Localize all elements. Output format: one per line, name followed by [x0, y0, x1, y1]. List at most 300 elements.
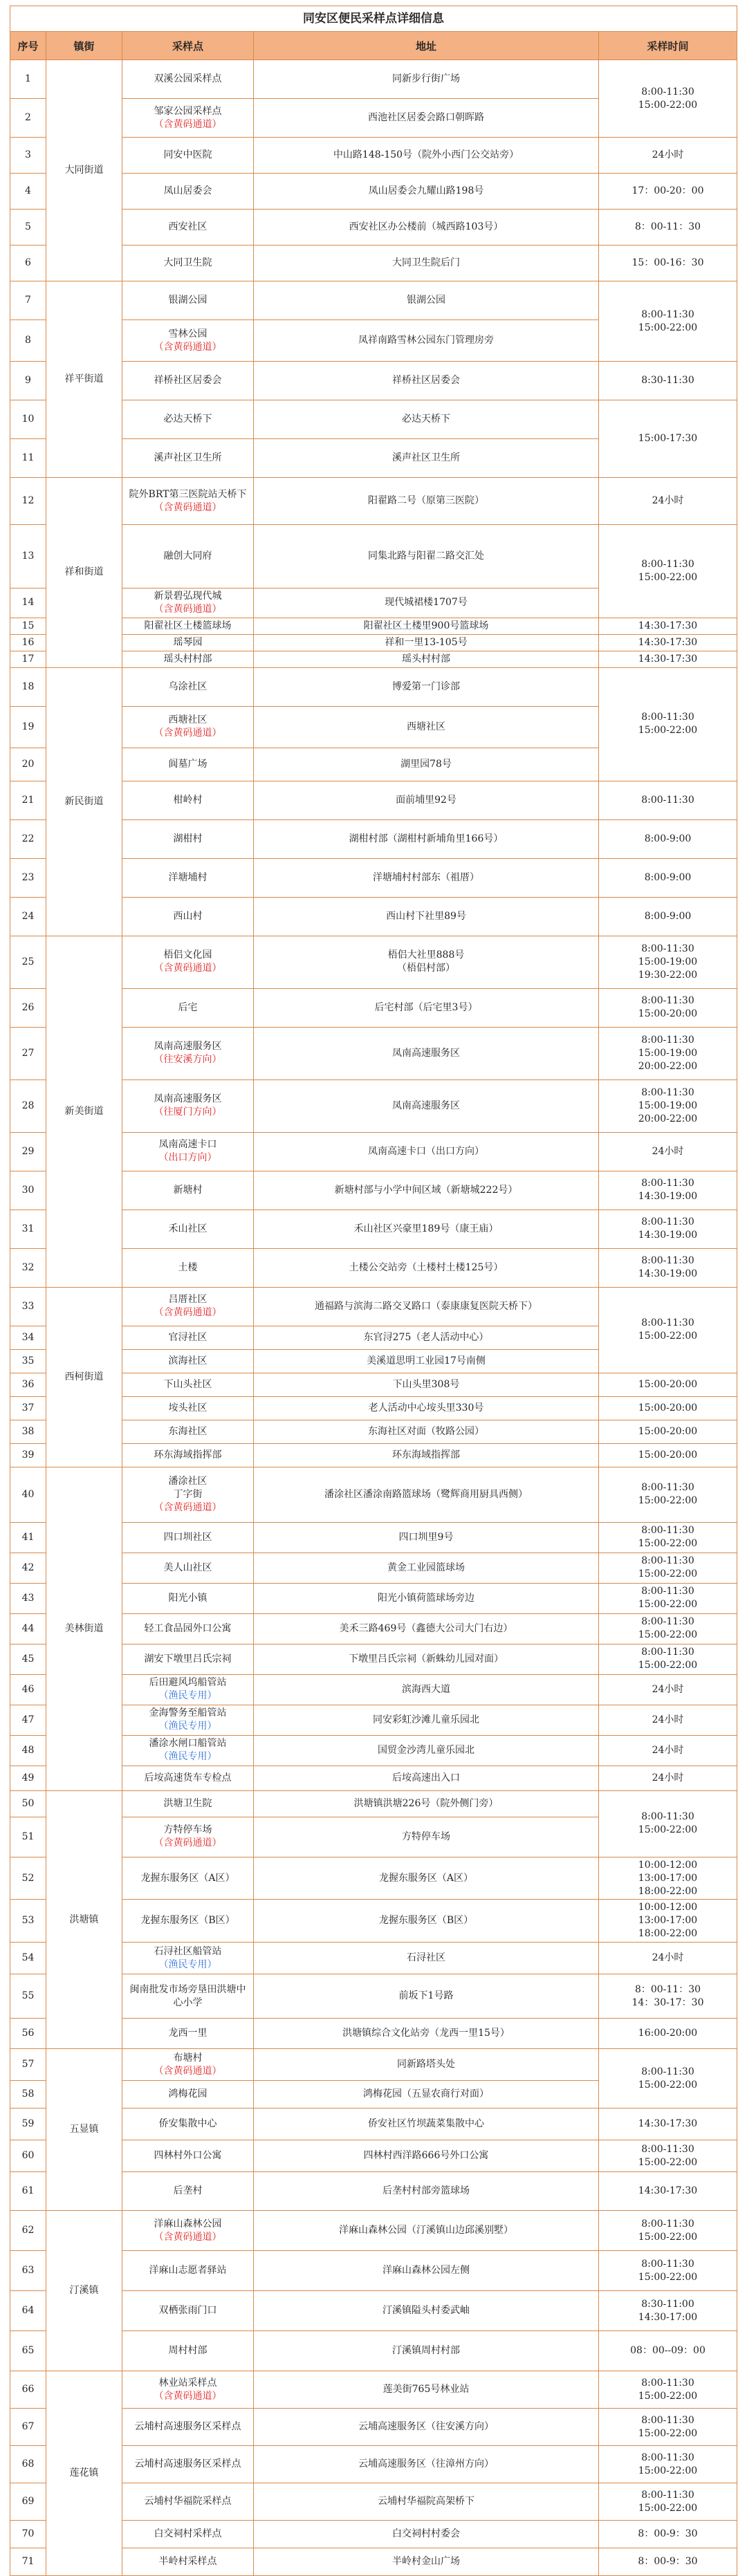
- yellow-code-note: （含黄码通道）: [154, 1501, 222, 1513]
- row-site: 凤山居委会: [122, 174, 254, 210]
- row-town: 祥和街道: [46, 478, 122, 668]
- row-index: 15: [10, 618, 46, 634]
- row-index: 35: [10, 1349, 46, 1373]
- row-address: 鸿梅花园（五显农商行对面）: [254, 2081, 599, 2109]
- row-site: 新景碧弘现代城 （含黄码通道）: [122, 589, 254, 618]
- row-site: 湖安下墩里吕氏宗祠: [122, 1644, 254, 1674]
- row-site: 银湖公园: [122, 281, 254, 320]
- row-time: 24小时: [599, 478, 737, 525]
- row-index: 28: [10, 1079, 46, 1132]
- row-address: 梧侣大社里888号 （梧侣村部）: [254, 936, 599, 988]
- row-time: 8：00-9：30: [599, 2548, 737, 2576]
- table-row: [10, 2371, 737, 2409]
- row-time: 8:00-11:30 15:00-22:00: [599, 1287, 737, 1373]
- row-time: 8:00-11:30 15:00-22:00: [599, 2483, 737, 2521]
- row-index: 34: [10, 1326, 46, 1349]
- row-address: 下山头里308号: [254, 1373, 599, 1396]
- row-site: 阳翟社区土楼篮球场: [122, 618, 254, 634]
- row-time: 15:00-20:00: [599, 1373, 737, 1396]
- row-index: 65: [10, 2331, 46, 2371]
- row-address: 祥和一里13-105号: [254, 634, 599, 651]
- table-row: [10, 936, 737, 988]
- row-address: 四口圳里9号: [254, 1522, 599, 1553]
- row-index: 67: [10, 2409, 46, 2446]
- sampling-site-table: [10, 31, 737, 2576]
- yellow-code-note: （含黄码通道）: [154, 963, 222, 974]
- table-row: [10, 1467, 737, 1522]
- row-address: 云埔高速服务区（往漳州方向）: [254, 2446, 599, 2483]
- row-address: 凤南高速服务区: [254, 1027, 599, 1079]
- row-index: 43: [10, 1583, 46, 1613]
- row-site: 乌涂社区: [122, 667, 254, 706]
- row-site: 凤南高速服务区 （往厦门方向）: [122, 1079, 254, 1132]
- row-index: 32: [10, 1248, 46, 1287]
- table-title: 同安区便民采样点详细信息: [10, 6, 737, 31]
- row-time: 24小时: [599, 1705, 737, 1735]
- row-address: 凤南高速卡口（出口方向）: [254, 1132, 599, 1171]
- row-site: 梧侣文化园 （含黄码通道）: [122, 936, 254, 988]
- row-index: 24: [10, 897, 46, 936]
- row-index: 33: [10, 1287, 46, 1326]
- row-index: 21: [10, 781, 46, 819]
- row-index: 58: [10, 2081, 46, 2109]
- row-address: 瑶头村村部: [254, 651, 599, 667]
- row-time: 10:00-12:00 13:00-17:00 18:00-22:00: [599, 1857, 737, 1900]
- row-index: 3: [10, 138, 46, 174]
- row-time: 15:00-20:00: [599, 1396, 737, 1420]
- row-time: 24小时: [599, 1943, 737, 1974]
- row-site: 必达天桥下: [122, 400, 254, 439]
- row-address: 国贸金沙湾儿童乐园北: [254, 1735, 599, 1766]
- row-site: 凤南高速服务区 （往安溪方向）: [122, 1027, 254, 1079]
- row-address: 云埔村华福院高架桥下: [254, 2483, 599, 2521]
- header-site: 采样点: [122, 32, 254, 60]
- row-index: 70: [10, 2521, 46, 2548]
- row-time: 08：00--09：00: [599, 2331, 737, 2371]
- row-site: 邹家公园采样点 （含黄码通道）: [122, 99, 254, 138]
- table-row: [10, 2049, 737, 2081]
- row-site: 四林村外口公寓: [122, 2140, 254, 2172]
- row-site: 大同卫生院: [122, 245, 254, 281]
- row-time: 16:00-20:00: [599, 2019, 737, 2049]
- row-address: 阳光小镇荷篮球场旁边: [254, 1583, 599, 1613]
- row-site: 龙握东服务区（A区）: [122, 1857, 254, 1900]
- row-time: 8:00-11:30 15:00-22:00: [599, 667, 737, 781]
- fisher-only-note: （渔民专用）: [158, 1958, 217, 1970]
- row-address: 美溪道思明工业园17号南侧: [254, 1349, 599, 1373]
- yellow-code-note: （出口方向）: [158, 1152, 217, 1164]
- row-address: 滨海西大道: [254, 1674, 599, 1705]
- row-index: 9: [10, 362, 46, 400]
- row-site: 潘涂水闸口船管站 （渔民专用）: [122, 1735, 254, 1766]
- row-site: 洋麻山森林公园 （含黄码通道）: [122, 2211, 254, 2251]
- row-town: 大同街道: [46, 60, 122, 281]
- row-time: 8：00-11：30: [599, 210, 737, 245]
- row-address: 凤山居委会九耀山路198号: [254, 174, 599, 210]
- row-time: 14:30-17:30: [599, 651, 737, 667]
- row-site: 柑岭村: [122, 781, 254, 819]
- row-site: 白交祠村采样点: [122, 2521, 254, 2548]
- row-site: 瑶琴园: [122, 634, 254, 651]
- row-site: 布塘村 （含黄码通道）: [122, 2049, 254, 2081]
- row-time: 8:00-11:30 15:00-22:00: [599, 1790, 737, 1857]
- row-address: 西山村下社里89号: [254, 897, 599, 936]
- row-index: 2: [10, 99, 46, 138]
- row-address: 洪塘镇综合文化站旁（龙西一里15号）: [254, 2019, 599, 2049]
- row-index: 56: [10, 2019, 46, 2049]
- yellow-code-note: （含黄码通道）: [154, 2065, 222, 2077]
- row-time: 24小时: [599, 1674, 737, 1705]
- row-site: 新塘村: [122, 1171, 254, 1210]
- row-time: 8:00-9:00: [599, 819, 737, 858]
- row-index: 11: [10, 439, 46, 478]
- row-address: 新塘村部与小学中间区域（新塘城222号）: [254, 1171, 599, 1210]
- row-address: 后垄村村部旁篮球场: [254, 2172, 599, 2211]
- row-address: 后宅村部（后宅里3号）: [254, 988, 599, 1027]
- row-index: 14: [10, 589, 46, 618]
- row-time: 8：00-9：30: [599, 2521, 737, 2548]
- row-address: 方特停车场: [254, 1817, 599, 1857]
- row-address: 侨安社区竹坝蔬菜集散中心: [254, 2109, 599, 2140]
- row-time: 8:00-11:30 15:00-22:00: [599, 1583, 737, 1613]
- row-time: 24小时: [599, 1766, 737, 1790]
- row-time: 8:00-11:30 15:00-22:00: [599, 2371, 737, 2409]
- row-address: 东海社区对面（牧路公园）: [254, 1420, 599, 1443]
- row-address: 西池社区居委会路口朝晖路: [254, 99, 599, 138]
- row-address: 半岭村金山广场: [254, 2548, 599, 2576]
- row-time: 17：00-20：00: [599, 174, 737, 210]
- row-index: 37: [10, 1396, 46, 1420]
- row-time: 8:00-11:30 15:00-22:00: [599, 2140, 737, 2172]
- row-site: 云埔村华福院采样点: [122, 2483, 254, 2521]
- row-index: 47: [10, 1705, 46, 1735]
- row-time: 15:00-20:00: [599, 1420, 737, 1443]
- yellow-code-note: （含黄码通道）: [154, 1837, 222, 1849]
- row-time: 14:30-17:30: [599, 634, 737, 651]
- row-site: 金海警务至船管站 （渔民专用）: [122, 1705, 254, 1735]
- row-time: 24小时: [599, 1132, 737, 1171]
- row-index: 30: [10, 1171, 46, 1210]
- row-index: 22: [10, 819, 46, 858]
- row-time: 8:00-11:30 14:30-19:00: [599, 1248, 737, 1287]
- row-index: 17: [10, 651, 46, 667]
- fisher-only-note: （渔民专用）: [158, 1721, 217, 1732]
- row-address: 现代城裙楼1707号: [254, 589, 599, 618]
- row-address: 云埔高速服务区（往安溪方向）: [254, 2409, 599, 2446]
- row-site: 双溪公园采样点: [122, 60, 254, 99]
- row-time: 8:00-11:30 15:00-22:00: [599, 1644, 737, 1674]
- row-time: 8:00-11:30: [599, 781, 737, 819]
- row-site: 洋塘埔村: [122, 858, 254, 897]
- row-time: 8:00-11:30 15:00-22:00: [599, 2446, 737, 2483]
- table-row: [10, 1790, 737, 1817]
- row-index: 38: [10, 1420, 46, 1443]
- row-index: 23: [10, 858, 46, 897]
- row-time: 8:00-11:30 15:00-22:00: [599, 1467, 737, 1522]
- row-index: 18: [10, 667, 46, 706]
- row-time: 8:00-11:30 15:00-22:00: [599, 2409, 737, 2446]
- row-address: 凤祥南路雪林公园东门管理房旁: [254, 320, 599, 362]
- row-time: 8:30-11:00 14:30-17:00: [599, 2291, 737, 2331]
- yellow-code-note: （含黄码通道）: [154, 728, 222, 739]
- row-index: 62: [10, 2211, 46, 2251]
- row-site: 洋麻山志愿者驿站: [122, 2251, 254, 2291]
- row-time: 8:00-11:30 15:00-22:00: [599, 1553, 737, 1583]
- row-address: 下墩里吕氏宗祠（新蛛幼儿园对面）: [254, 1644, 599, 1674]
- row-town: 美林街道: [46, 1467, 122, 1790]
- table-row: [10, 60, 737, 99]
- yellow-code-note: （含黄码通道）: [154, 501, 222, 513]
- yellow-code-note: （往厦门方向）: [154, 1106, 222, 1118]
- row-index: 10: [10, 400, 46, 439]
- row-site: 龙西一里: [122, 2019, 254, 2049]
- row-address: 莲美街765号林业站: [254, 2371, 599, 2409]
- row-site: 石浔社区船管站 （渔民专用）: [122, 1943, 254, 1974]
- fisher-only-note: （渔民专用）: [158, 1751, 217, 1763]
- row-time: 8:30-11:30: [599, 362, 737, 400]
- row-address: 美禾三路469号（鑫德大公司大门右边）: [254, 1613, 599, 1644]
- yellow-code-note: （含黄码通道）: [154, 603, 222, 615]
- row-index: 7: [10, 281, 46, 320]
- row-time: 8:00-11:30 15:00-22:00: [599, 1522, 737, 1553]
- row-site: 西安社区: [122, 210, 254, 245]
- row-address: 银湖公园: [254, 281, 599, 320]
- row-address: 祥桥社区居委会: [254, 362, 599, 400]
- row-address: 凤南高速服务区: [254, 1079, 599, 1132]
- row-time: 15:00-17:30: [599, 400, 737, 478]
- row-time: 8:00-11:30 15:00-22:00: [599, 525, 737, 618]
- header-town: 镇街: [46, 32, 122, 60]
- row-address: 同集北路与阳翟二路交汇处: [254, 525, 599, 589]
- row-address: 阳翟社区土楼里900号篮球场: [254, 618, 599, 634]
- row-site: 周村村部: [122, 2331, 254, 2371]
- row-site: 后田避风坞船管站 （渔民专用）: [122, 1674, 254, 1705]
- row-site: 美人山社区: [122, 1553, 254, 1583]
- row-index: 54: [10, 1943, 46, 1974]
- row-site: 溪声社区卫生所: [122, 439, 254, 478]
- row-site: 雪林公园 （含黄码通道）: [122, 320, 254, 362]
- row-index: 12: [10, 478, 46, 525]
- row-address: 面前埔里92号: [254, 781, 599, 819]
- row-index: 6: [10, 245, 46, 281]
- row-address: 博爱第一门诊部: [254, 667, 599, 706]
- row-time: 8:00-11:30 15:00-22:00: [599, 2251, 737, 2291]
- row-index: 26: [10, 988, 46, 1027]
- row-index: 5: [10, 210, 46, 245]
- row-index: 44: [10, 1613, 46, 1644]
- row-address: 洋塘埔村村部东（祖厝）: [254, 858, 599, 897]
- row-index: 39: [10, 1443, 46, 1467]
- table-row: [10, 1287, 737, 1326]
- row-address: 洪塘镇洪塘226号（院外侧门旁）: [254, 1790, 599, 1817]
- row-index: 31: [10, 1210, 46, 1248]
- row-address: 西安社区办公楼前（城西路103号）: [254, 210, 599, 245]
- row-site: 云埔村高速服务区采样点: [122, 2446, 254, 2483]
- row-index: 48: [10, 1735, 46, 1766]
- row-town: 洪塘镇: [46, 1790, 122, 2048]
- table-body: [10, 60, 737, 2576]
- row-address: 土楼公交站旁（土楼村土楼125号）: [254, 1248, 599, 1287]
- row-time: 14:30-17:30: [599, 2172, 737, 2211]
- row-address: 阳翟路二号（原第三医院）: [254, 478, 599, 525]
- row-site: 云埔村高速服务区采样点: [122, 2409, 254, 2446]
- row-town: 新美街道: [46, 936, 122, 1287]
- row-index: 63: [10, 2251, 46, 2291]
- row-time: 8:00-11:30 15:00-20:00: [599, 988, 737, 1027]
- row-town: 莲花镇: [46, 2371, 122, 2576]
- yellow-code-note: （含黄码通道）: [154, 341, 222, 353]
- row-time: 8:00-11:30 15:00-22:00: [599, 1613, 737, 1644]
- row-site: 滨海社区: [122, 1349, 254, 1373]
- row-town: 汀溪镇: [46, 2211, 122, 2371]
- fisher-only-note: （渔民专用）: [158, 1690, 217, 1702]
- row-town: 西柯街道: [46, 1287, 122, 1467]
- row-index: 36: [10, 1373, 46, 1396]
- row-index: 46: [10, 1674, 46, 1705]
- row-address: 大同卫生院后门: [254, 245, 599, 281]
- row-index: 71: [10, 2548, 46, 2576]
- row-address: 同新路塔头处: [254, 2049, 599, 2081]
- row-index: 66: [10, 2371, 46, 2409]
- row-site: 四口圳社区: [122, 1522, 254, 1553]
- row-site: 阆墓广场: [122, 748, 254, 781]
- row-address: 汀溪镇周村村部: [254, 2331, 599, 2371]
- row-index: 20: [10, 748, 46, 781]
- row-address: 前坂下1号路: [254, 1974, 599, 2019]
- row-index: 16: [10, 634, 46, 651]
- row-index: 55: [10, 1974, 46, 2019]
- row-site: 阳光小镇: [122, 1583, 254, 1613]
- table-row: [10, 667, 737, 706]
- table-header-row: [10, 32, 737, 60]
- row-site: 鸿梅花园: [122, 2081, 254, 2109]
- row-site: 闽南批发市场旁垦田洪塘中心小学: [122, 1974, 254, 2019]
- row-time: 8：00-11：30 14：30-17：30: [599, 1974, 737, 2019]
- row-site: 瑶头村村部: [122, 651, 254, 667]
- row-address: 必达天桥下: [254, 400, 599, 439]
- row-address: 同新步行街广场: [254, 60, 599, 99]
- row-index: 8: [10, 320, 46, 362]
- row-time: 15：00-16：30: [599, 245, 737, 281]
- row-address: 龙握东服务区（A区）: [254, 1857, 599, 1900]
- row-address: 四林村西洋路666号外口公寓: [254, 2140, 599, 2172]
- row-index: 64: [10, 2291, 46, 2331]
- row-town: 新民街道: [46, 667, 122, 936]
- row-time: 10:00-12:00 13:00-17:00 18:00-22:00: [599, 1900, 737, 1943]
- row-address: 通福路与滨海二路交叉路口（泰康康复医院天桥下）: [254, 1287, 599, 1326]
- row-time: 14:30-17:30: [599, 618, 737, 634]
- row-site: 后垄村: [122, 2172, 254, 2211]
- header-time: 采样时间: [599, 32, 737, 60]
- row-site: 垵头社区: [122, 1396, 254, 1420]
- row-index: 50: [10, 1790, 46, 1817]
- row-index: 4: [10, 174, 46, 210]
- row-index: 13: [10, 525, 46, 589]
- row-index: 27: [10, 1027, 46, 1079]
- row-site: 土楼: [122, 1248, 254, 1287]
- row-site: 龙握东服务区（B区）: [122, 1900, 254, 1943]
- row-site: 东海社区: [122, 1420, 254, 1443]
- row-site: 院外BRT第三医院站天桥下 （含黄码通道）: [122, 478, 254, 525]
- row-address: 环东海域指挥部: [254, 1443, 599, 1467]
- row-time: 8:00-11:30 15:00-22:00: [599, 281, 737, 362]
- row-town: 祥平街道: [46, 281, 122, 478]
- row-index: 25: [10, 936, 46, 988]
- row-time: 15:00-20:00: [599, 1443, 737, 1467]
- row-site: 轻工食品园外口公寓: [122, 1613, 254, 1644]
- row-site: 侨安集散中心: [122, 2109, 254, 2140]
- row-address: 禾山社区兴豪里189号（康王庙）: [254, 1210, 599, 1248]
- row-time: 8:00-11:30 15:00-22:00: [599, 2211, 737, 2251]
- yellow-code-note: （含黄码通道）: [154, 2231, 222, 2243]
- row-time: 8:00-11:30 14:30-19:00: [599, 1210, 737, 1248]
- row-address: 湖里园78号: [254, 748, 599, 781]
- row-index: 59: [10, 2109, 46, 2140]
- row-site: 西塘社区 （含黄码通道）: [122, 706, 254, 748]
- row-address: 黄金工业园篮球场: [254, 1553, 599, 1583]
- row-address: 汀溪镇隘头村委武岫: [254, 2291, 599, 2331]
- row-index: 53: [10, 1900, 46, 1943]
- row-time: 8:00-11:30 15:00-19:00 19:30-22:00: [599, 936, 737, 988]
- row-address: 中山路148-150号（院外小西门公交站旁）: [254, 138, 599, 174]
- row-time: 24小时: [599, 138, 737, 174]
- row-index: 60: [10, 2140, 46, 2172]
- row-index: 68: [10, 2446, 46, 2483]
- row-index: 41: [10, 1522, 46, 1553]
- row-site: 禾山社区: [122, 1210, 254, 1248]
- row-site: 林业站采样点 （含黄码通道）: [122, 2371, 254, 2409]
- table-row: [10, 281, 737, 320]
- row-index: 51: [10, 1817, 46, 1857]
- row-address: 西塘社区: [254, 706, 599, 748]
- row-time: 8:00-11:30 14:30-19:00: [599, 1171, 737, 1210]
- row-site: 西山村: [122, 897, 254, 936]
- table-row: [10, 2211, 737, 2251]
- row-site: 同安中医院: [122, 138, 254, 174]
- row-index: 42: [10, 1553, 46, 1583]
- row-index: 61: [10, 2172, 46, 2211]
- row-index: 57: [10, 2049, 46, 2081]
- row-address: 洋麻山森林公园（汀溪镇山边邱溪别墅）: [254, 2211, 599, 2251]
- row-address: 同安彩虹沙滩儿童乐园北: [254, 1705, 599, 1735]
- row-address: 溪声社区卫生所: [254, 439, 599, 478]
- row-site: 祥桥社区居委会: [122, 362, 254, 400]
- row-time: 8:00-9:00: [599, 858, 737, 897]
- row-site: 后垵高速货车专检点: [122, 1766, 254, 1790]
- row-address: 后垵高速出入口: [254, 1766, 599, 1790]
- yellow-code-note: （含黄码通道）: [154, 1307, 222, 1319]
- row-site: 融创大同府: [122, 525, 254, 589]
- row-time: 8:00-9:00: [599, 897, 737, 936]
- row-address: 洋麻山森林公园左侧: [254, 2251, 599, 2291]
- yellow-code-note: （往安溪方向）: [154, 1054, 222, 1066]
- row-town: 五显镇: [46, 2049, 122, 2211]
- row-site: 方特停车场 （含黄码通道）: [122, 1817, 254, 1857]
- row-index: 69: [10, 2483, 46, 2521]
- row-index: 29: [10, 1132, 46, 1171]
- row-address: 东官浔275（老人活动中心）: [254, 1326, 599, 1349]
- row-time: 14:30-17:30: [599, 2109, 737, 2140]
- row-index: 45: [10, 1644, 46, 1674]
- row-address: 龙握东服务区（B区）: [254, 1900, 599, 1943]
- row-site: 湖柑村: [122, 819, 254, 858]
- row-time: 8:00-11:30 15:00-19:00 20:00-22:00: [599, 1027, 737, 1079]
- row-site: 环东海域指挥部: [122, 1443, 254, 1467]
- yellow-code-note: （含黄码通道）: [154, 2390, 222, 2402]
- row-index: 19: [10, 706, 46, 748]
- row-site: 凤南高速卡口 （出口方向）: [122, 1132, 254, 1171]
- row-address: 白交祠村村委会: [254, 2521, 599, 2548]
